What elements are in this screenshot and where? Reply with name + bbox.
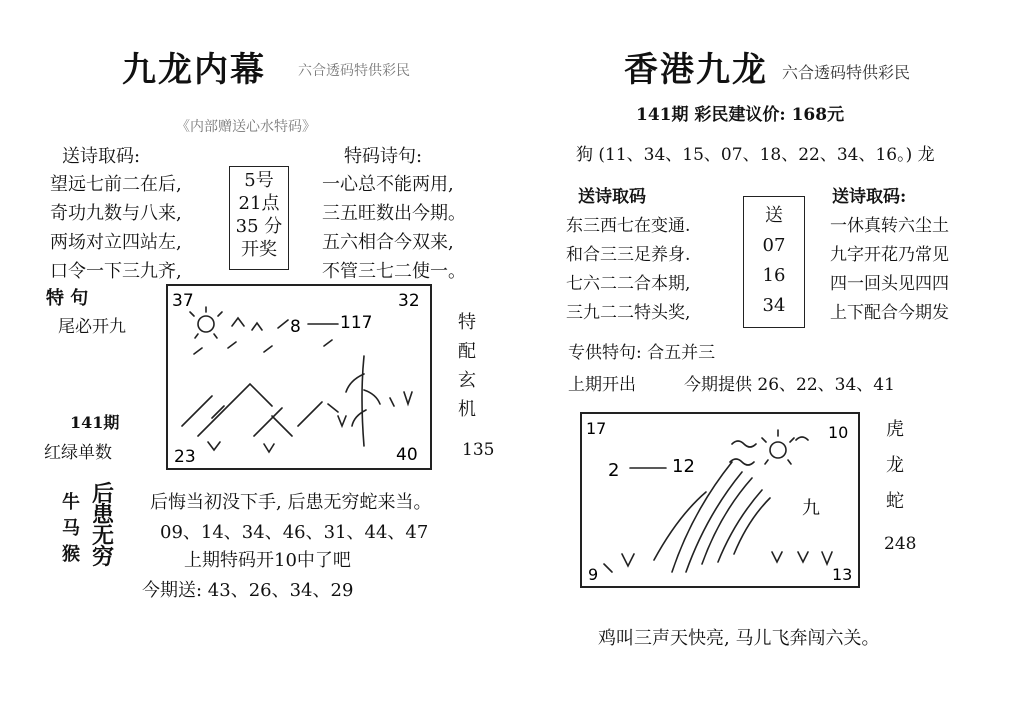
sketch-number: 10	[828, 423, 849, 442]
right-price-line: 141期 彩民建议价: 168元	[636, 105, 845, 125]
left-subheading: 《内部赠送心水特码》	[176, 119, 316, 135]
side-char: 虎	[886, 419, 904, 440]
side-char: 配	[458, 341, 476, 362]
send-line: 07	[762, 235, 786, 256]
left-tejv-label: 特 句	[46, 288, 89, 309]
left-poem-line: 望远七前二在后,	[50, 174, 182, 195]
left-draw-time-box	[229, 166, 289, 270]
sketch-number: 13	[832, 565, 853, 584]
right-side-number: 248	[884, 534, 917, 554]
right-poem-heading-right: 送诗取码:	[832, 187, 907, 207]
right-zhuan-gong: 专供特句: 合五并三	[568, 343, 716, 363]
left-poem-line: 奇功九数与八来,	[50, 203, 182, 224]
left-last-period: 上期特码开10中了吧	[184, 550, 351, 571]
right-dog-line: 狗 (11、34、15、07、18、22、34、16。) 龙	[576, 145, 935, 165]
big-char: 患	[92, 502, 115, 528]
draw-time-line: 开奖	[241, 239, 277, 260]
left-animals	[62, 490, 80, 568]
special-poem-line: 一心总不能两用,	[322, 174, 454, 195]
side-char: 龙	[886, 455, 904, 476]
left-poem	[50, 170, 182, 286]
right-poem-left	[566, 212, 690, 328]
right-poem-line: 上下配合今期发	[830, 303, 949, 323]
special-poem-line: 五六相合今双来,	[322, 232, 454, 253]
side-char: 机	[458, 399, 476, 420]
special-poem-line: 三五旺数出今期。	[322, 203, 466, 224]
big-char: 无	[92, 523, 115, 549]
left-poem-line: 口令一下三九齐,	[50, 261, 182, 282]
left-special-heading: 特码诗句:	[344, 146, 423, 167]
left-poem-line: 两场对立四站左,	[50, 232, 182, 253]
big-char: 穷	[92, 544, 115, 570]
send-line: 16	[762, 265, 786, 286]
sketch-number: 9	[588, 565, 599, 584]
animal-char: 猴	[62, 544, 80, 565]
right-poem-line: 和合三三足养身.	[566, 245, 691, 265]
right-this-provide: 今期提供 26、22、34、41	[684, 375, 895, 395]
big-char: 后	[92, 481, 115, 507]
send-line: 送	[765, 205, 783, 226]
left-sketch-drawing	[168, 286, 430, 468]
left-subtitle: 六合透码特供彩民	[298, 63, 410, 79]
sketch-number: 12	[672, 456, 695, 477]
sketch-number: 32	[398, 291, 420, 311]
right-poem-heading-left: 送诗取码	[578, 187, 646, 207]
sketch-number: 2	[608, 460, 620, 481]
sketch-number: 九	[802, 498, 820, 519]
left-hong-lv: 红绿单数	[44, 443, 112, 463]
side-char: 玄	[458, 370, 476, 391]
draw-time-line: 21点	[238, 193, 280, 214]
side-char: 蛇	[886, 491, 904, 512]
right-poem-line: 三九二二特头奖,	[566, 303, 691, 323]
right-subtitle: 六合透码特供彩民	[782, 63, 911, 82]
left-title: 九龙内幕	[122, 50, 266, 90]
left-numbers: 09、14、34、46、31、44、47	[160, 522, 429, 543]
left-side-vertical	[458, 308, 476, 424]
right-poem-right	[830, 212, 949, 328]
left-side-number: 135	[462, 440, 495, 460]
left-this-period: 今期送: 43、26、34、29	[142, 580, 354, 601]
sketch-number: 23	[174, 447, 196, 467]
left-period: 141期	[70, 413, 120, 432]
left-poem-heading: 送诗取码:	[62, 146, 141, 167]
left-line1: 后悔当初没下手, 后患无穷蛇来当。	[150, 492, 432, 513]
right-last-open: 上期开出	[568, 375, 636, 395]
special-poem-line: 不管三七二使一。	[322, 261, 466, 282]
left-tejv-text: 尾必开九	[58, 317, 126, 337]
right-poem-line: 一休真转六尘土	[830, 216, 949, 236]
animal-char: 牛	[62, 492, 80, 513]
sketch-number: 17	[586, 419, 607, 438]
sketch-number: 37	[172, 291, 194, 311]
draw-time-line: 5号	[244, 170, 274, 191]
right-poem-line: 七六二二合本期,	[566, 274, 691, 294]
right-poem-line: 四一回头见四四	[830, 274, 949, 294]
right-send-box	[743, 196, 805, 328]
right-title: 香港九龙	[624, 50, 768, 90]
side-char: 特	[458, 312, 476, 333]
right-poem-line: 东三西七在变通.	[566, 216, 691, 236]
sketch-number: 117	[340, 313, 373, 333]
send-line: 34	[762, 295, 786, 316]
right-sketch-drawing	[582, 414, 858, 586]
left-special-poem	[322, 170, 466, 286]
draw-time-line: 35 分	[235, 216, 283, 237]
animal-char: 马	[62, 518, 80, 539]
sketch-number: 40	[396, 445, 418, 465]
right-poem-line: 九字开花乃常见	[830, 245, 949, 265]
right-side-vertical	[886, 412, 904, 520]
left-big-vertical	[92, 481, 115, 570]
right-bottom-line: 鸡叫三声天快亮, 马儿飞奔闯六关。	[598, 628, 880, 649]
left-sketch-image	[166, 284, 432, 470]
right-sketch-image	[580, 412, 860, 588]
sketch-number: 8	[290, 317, 301, 337]
